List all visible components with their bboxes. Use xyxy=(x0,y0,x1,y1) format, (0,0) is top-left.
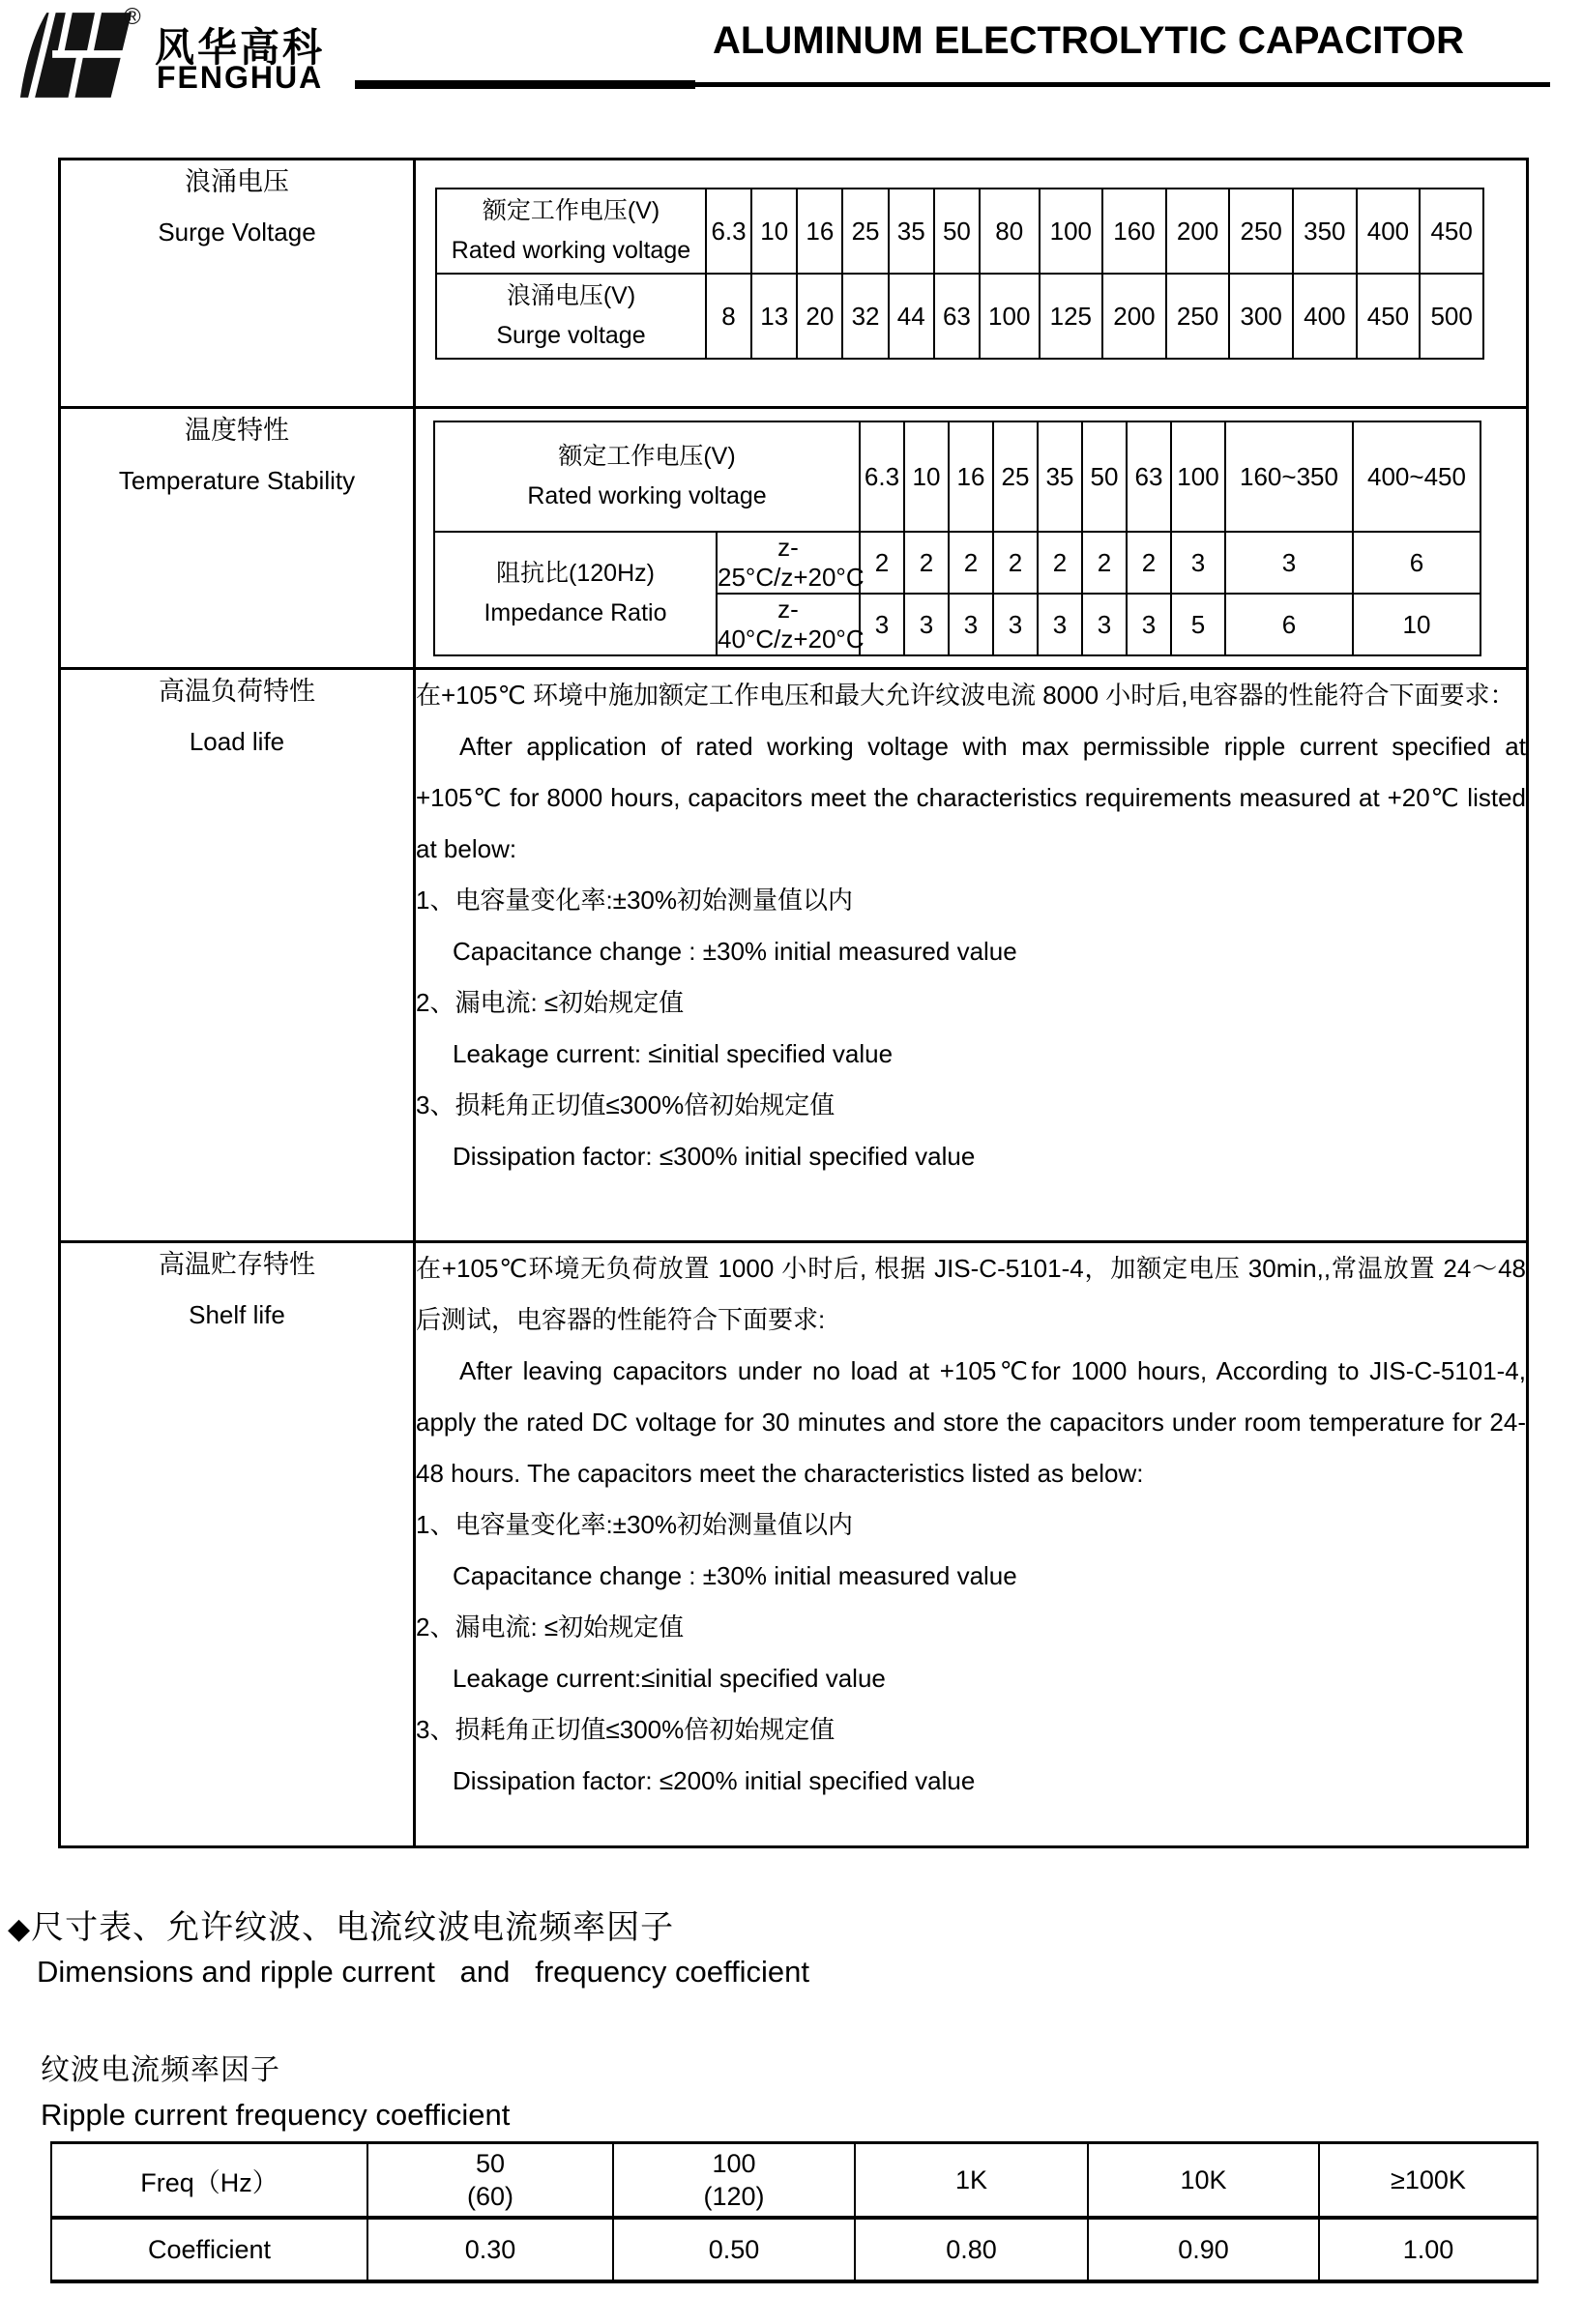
rated-voltage-value: 200 xyxy=(1166,189,1230,274)
surge-voltage-values-table xyxy=(435,188,1484,360)
freq-col-100k: ≥100K xyxy=(1319,2143,1538,2219)
section-heading-cn-text: 尺寸表、允许纹波、电流纹波电流频率因子 xyxy=(31,1909,675,1946)
rated-voltage-value: 400 xyxy=(1357,189,1421,274)
impedance-ratio-value: 5 xyxy=(1171,594,1225,655)
impedance-ratio-label-cn: 阻抗比(120Hz) xyxy=(496,559,655,587)
surge-voltage-value: 300 xyxy=(1229,274,1293,359)
shelf-life-label-en: Shelf life xyxy=(189,1300,285,1329)
temperature-label-en: Temperature Stability xyxy=(118,466,356,495)
rated-voltage-value: 6.3 xyxy=(706,189,751,274)
registered-trademark-icon: ® xyxy=(124,4,141,30)
rated-voltage-value: 80 xyxy=(980,189,1040,274)
rated-voltage-value: 16 xyxy=(797,189,842,274)
temp-voltage-value: 6.3 xyxy=(860,421,904,532)
freq-value-line2: (60) xyxy=(466,2182,513,2211)
temp-voltage-value: 35 xyxy=(1038,421,1082,532)
surge-voltage-label-cn: 浪涌电压 xyxy=(185,167,289,196)
surge-voltage-value: 32 xyxy=(842,274,888,359)
ratio-condition-minus25: z-25°C/z+20°C xyxy=(718,533,865,592)
coefficient-value: 0.80 xyxy=(855,2218,1088,2281)
temp-rated-voltage-header-en: Rated working voltage xyxy=(527,482,767,509)
freq-value-line1: 50 xyxy=(475,2149,506,2178)
surge-voltage-value: 100 xyxy=(980,274,1040,359)
impedance-ratio-value: 2 xyxy=(860,532,904,594)
shelf-life-item1-cn: 1、电容量变化率:±30%初始测量值以内 xyxy=(416,1510,853,1539)
freq-col-50 xyxy=(367,2143,613,2219)
load-life-label-cn: 高温负荷特性 xyxy=(159,677,315,706)
impedance-ratio-label-cell xyxy=(434,532,717,655)
load-life-item1-en: Capacitance change : ±30% initial measured value xyxy=(453,937,1017,966)
surge-voltage-header-cell xyxy=(436,274,706,359)
coefficient-value: 0.50 xyxy=(613,2218,855,2281)
shelf-life-paragraph-en: After leaving capacitors under no load at +105℃for 1000 hours, According to JIS-C-5101-4, apply the rated DC voltage for 30 minutes and store the capacitors under room temperature for 24-48 hours. The capacitors meet the characteristics listed as below: xyxy=(416,1356,1526,1488)
temp-voltage-value: 100 xyxy=(1171,421,1225,532)
temp-voltage-value: 25 xyxy=(993,421,1038,532)
load-life-item1-cn: 1、电容量变化率:±30%初始测量值以内 xyxy=(416,886,853,915)
surge-voltage-value: 250 xyxy=(1166,274,1230,359)
impedance-ratio-value: 6 xyxy=(1225,594,1353,655)
surge-voltage-label-cell xyxy=(60,160,415,408)
rated-voltage-value: 35 xyxy=(889,189,934,274)
brand-name-chinese: 风华高科 xyxy=(155,25,325,70)
impedance-ratio-value: 2 xyxy=(904,532,949,594)
temperature-content-cell xyxy=(415,408,1528,669)
surge-voltage-label-en: Surge Voltage xyxy=(158,218,316,247)
coefficient-row xyxy=(51,2218,1538,2281)
freq-value-line2: (120) xyxy=(703,2182,765,2211)
coefficient-value: 1.00 xyxy=(1319,2218,1538,2281)
impedance-ratio-value: 3 xyxy=(949,594,993,655)
ripple-frequency-coefficient-table xyxy=(50,2141,1539,2283)
load-life-content-cell xyxy=(415,669,1528,1242)
surge-voltage-values-row xyxy=(436,274,1483,359)
temperature-label-cell xyxy=(60,408,415,669)
impedance-ratio-value: 3 xyxy=(860,594,904,655)
temp-voltage-value: 160~350 xyxy=(1225,421,1353,532)
surge-voltage-value: 44 xyxy=(889,274,934,359)
shelf-life-label-cn: 高温贮存特性 xyxy=(159,1250,315,1279)
shelf-life-row xyxy=(60,1242,1528,1847)
page-title: ALUMINUM ELECTROLYTIC CAPACITOR xyxy=(713,19,1465,62)
rated-voltage-value: 350 xyxy=(1293,189,1357,274)
rated-voltage-value: 100 xyxy=(1040,189,1103,274)
impedance-ratio-value: 6 xyxy=(1353,532,1480,594)
temp-rated-voltage-header-cn: 额定工作电压(V) xyxy=(558,442,736,470)
impedance-ratio-value: 10 xyxy=(1353,594,1480,655)
rated-voltage-value: 160 xyxy=(1102,189,1166,274)
impedance-ratio-value: 2 xyxy=(993,532,1038,594)
shelf-life-paragraph-cn: 在+105℃环境无负荷放置 1000 小时后, 根据 JIS-C-5101-4，加额定电压 30min,,常温放置 24～48 后测试，电容器的性能符合下面要求: xyxy=(416,1254,1526,1334)
impedance-ratio-value: 3 xyxy=(1127,594,1171,655)
freq-col-100 xyxy=(613,2143,855,2219)
load-life-label-en: Load life xyxy=(189,727,285,756)
surge-voltage-value: 200 xyxy=(1102,274,1166,359)
impedance-ratio-value: 3 xyxy=(1171,532,1225,594)
shelf-life-item2-en: Leakage current:≤initial specified value xyxy=(453,1664,886,1693)
impedance-ratio-value: 2 xyxy=(1082,532,1127,594)
load-life-item2-cn: 2、漏电流: ≤初始规定值 xyxy=(416,988,685,1017)
fenghua-logo-icon xyxy=(17,8,135,102)
surge-voltage-value: 400 xyxy=(1293,274,1357,359)
freq-label-cell: Freq（Hz） xyxy=(51,2143,367,2219)
impedance-ratio-value: 3 xyxy=(1082,594,1127,655)
rated-voltage-header-row xyxy=(436,189,1483,274)
impedance-ratio-value: 3 xyxy=(904,594,949,655)
diamond-bullet-icon: ◆ xyxy=(8,1913,32,1945)
impedance-ratio-value: 2 xyxy=(1038,532,1082,594)
load-life-paragraph-en: After application of rated working voltage with max permissible ripple current specified at +105℃ for 8000 hours, capacitors meet the characteristics requirements measured at +20℃ listed at below: xyxy=(416,732,1526,863)
ratio-condition-minus40: z-40°C/z+20°C xyxy=(718,595,865,654)
temp-voltage-value: 10 xyxy=(904,421,949,532)
rated-voltage-value: 250 xyxy=(1229,189,1293,274)
load-life-item3-cn: 3、损耗角正切值≤300%倍初始规定值 xyxy=(416,1090,835,1119)
shelf-life-item3-en: Dissipation factor: ≤200% initial specified value xyxy=(453,1766,976,1795)
load-life-item2-en: Leakage current: ≤initial specified value xyxy=(453,1039,894,1068)
surge-voltage-value: 20 xyxy=(797,274,842,359)
freq-col-1k: 1K xyxy=(855,2143,1088,2219)
section-heading-cn xyxy=(8,1901,674,1948)
rated-voltage-value: 450 xyxy=(1420,189,1483,274)
surge-voltage-row xyxy=(60,160,1528,408)
shelf-life-item1-en: Capacitance change : ±30% initial measured value xyxy=(453,1561,1017,1590)
surge-voltage-content-cell xyxy=(415,160,1528,408)
rated-voltage-value: 10 xyxy=(751,189,797,274)
frequency-header-row xyxy=(51,2143,1538,2219)
impedance-ratio-value: 3 xyxy=(1225,532,1353,594)
shelf-life-label-cell xyxy=(60,1242,415,1847)
rated-voltage-value: 25 xyxy=(842,189,888,274)
shelf-life-item3-cn: 3、损耗角正切值≤300%倍初始规定值 xyxy=(416,1715,835,1744)
load-life-item3-en: Dissipation factor: ≤300% initial specified value xyxy=(453,1142,976,1171)
surge-voltage-value: 500 xyxy=(1420,274,1483,359)
load-life-label-cell xyxy=(60,669,415,1242)
freq-col-10k: 10K xyxy=(1088,2143,1319,2219)
shelf-life-content-cell xyxy=(415,1242,1528,1847)
temperature-stability-row xyxy=(60,408,1528,669)
specification-table xyxy=(58,158,1529,1848)
temp-rated-voltage-header-cell xyxy=(434,421,860,532)
surge-voltage-header-cn: 浪涌电压(V) xyxy=(506,281,636,309)
load-life-row xyxy=(60,669,1528,1242)
coefficient-label-cell: Coefficient xyxy=(51,2218,367,2281)
section-heading-en: Dimensions and ripple current and frequency coefficient xyxy=(37,1955,809,1989)
shelf-life-item2-cn: 2、漏电流: ≤初始规定值 xyxy=(416,1612,685,1641)
temp-voltage-value: 16 xyxy=(949,421,993,532)
rated-voltage-header-en: Rated working voltage xyxy=(451,237,691,264)
rated-voltage-value: 50 xyxy=(934,189,980,274)
header-rule xyxy=(355,79,1550,89)
surge-voltage-value: 8 xyxy=(706,274,751,359)
load-life-paragraph-cn: 在+105℃ 环境中施加额定工作电压和最大允许纹波电流 8000 小时后,电容器的性能符合下面要求： xyxy=(416,681,1515,710)
subsection-heading-en: Ripple current frequency coefficient xyxy=(41,2098,511,2132)
brand-name-english: FENGHUA xyxy=(157,60,324,95)
coefficient-value: 0.30 xyxy=(367,2218,613,2281)
subsection-heading-cn: 纹波电流频率因子 xyxy=(41,2054,280,2086)
impedance-ratio-value: 2 xyxy=(949,532,993,594)
temperature-label-cn: 温度特性 xyxy=(185,416,289,445)
surge-voltage-value: 125 xyxy=(1040,274,1103,359)
temp-voltage-value: 63 xyxy=(1127,421,1171,532)
freq-value-line1: 100 xyxy=(712,2149,756,2178)
rated-voltage-header-cell xyxy=(436,189,706,274)
surge-voltage-header-en: Surge voltage xyxy=(496,322,646,349)
surge-voltage-value: 63 xyxy=(934,274,980,359)
impedance-ratio-value: 3 xyxy=(993,594,1038,655)
impedance-ratio-value: 2 xyxy=(1127,532,1171,594)
temp-rated-voltage-header-row xyxy=(434,421,1480,532)
impedance-ratio-table xyxy=(433,421,1481,656)
rated-voltage-header-cn: 额定工作电压(V) xyxy=(482,196,660,224)
surge-voltage-value: 13 xyxy=(751,274,797,359)
temp-voltage-value: 50 xyxy=(1082,421,1127,532)
impedance-ratio-row-minus25 xyxy=(434,532,1480,594)
impedance-ratio-value: 3 xyxy=(1038,594,1082,655)
temp-voltage-value: 400~450 xyxy=(1353,421,1480,532)
coefficient-value: 0.90 xyxy=(1088,2218,1319,2281)
surge-voltage-value: 450 xyxy=(1357,274,1421,359)
impedance-ratio-label-en: Impedance Ratio xyxy=(484,599,667,626)
